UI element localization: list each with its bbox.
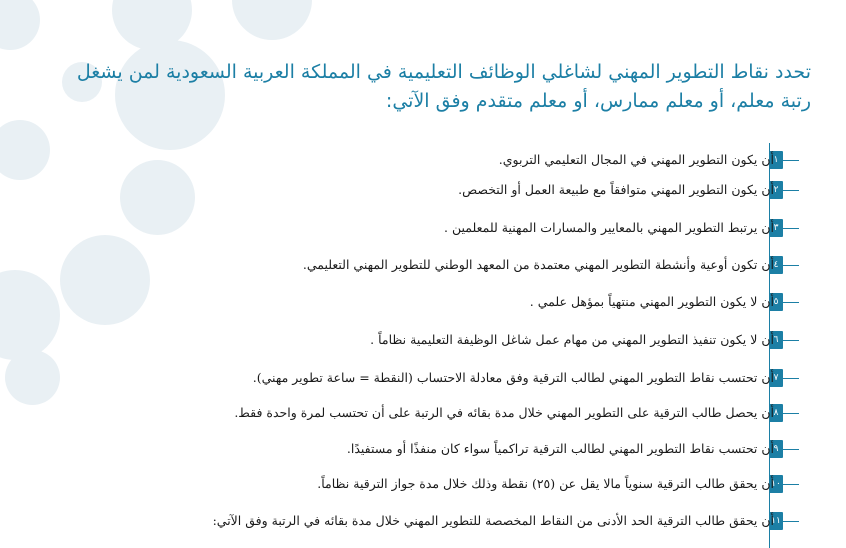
list-item [74, 219, 779, 237]
heading-line-2: رتبة معلم، أو معلم ممارس، أو معلم متقدم وفق الآتي: [385, 90, 811, 112]
item-text: أن يحصل طالب الترقية على التطوير المهني خلال مدة بقائه في الرتبة على أن تحتسب لمرة واحدة فقط. [234, 405, 774, 420]
connector-dash [783, 449, 799, 450]
item-number-badge: ١٠ [769, 475, 783, 493]
item-number-badge: ٢ [769, 181, 783, 199]
item-text: أن لا يكون التطوير المهني منتهياً بمؤهل علمي . [529, 294, 774, 309]
connector-dash [783, 484, 799, 485]
item-text: أن تحتسب نقاط التطوير المهني لطالب الترقية تراكمياً سواء كان منفذًا أو مستفيدًا. [346, 441, 774, 456]
item-text: أن يرتبط التطوير المهني بالمعايير والمسارات المهنية للمعلمين . [444, 220, 774, 235]
item-text: أن يكون التطوير المهني في المجال التعليمي التربوي. [498, 152, 774, 167]
item-text: أن يكون التطوير المهني متوافقاً مع طبيعة العمل أو التخصص. [458, 182, 774, 197]
item-text: أن تكون أوعية وأنشطة التطوير المهني معتمدة من المعهد الوطني للتطوير المهني التعليمي. [302, 257, 774, 272]
heading-line-1: تحدد نقاط التطوير المهني لشاغلي الوظائف التعليمية في المملكة العربية السعودية لمن يشغل [76, 61, 811, 83]
item-number-badge: ٣ [769, 219, 783, 237]
list-item [74, 369, 779, 387]
connector-dash [783, 521, 799, 522]
connector-dash [783, 302, 799, 303]
list-item [74, 181, 779, 199]
connector-dash [783, 190, 799, 191]
list-item [74, 331, 779, 349]
connector-dash [783, 265, 799, 266]
item-number-badge: ١١ [769, 512, 783, 530]
item-number-badge: ٥ [769, 293, 783, 311]
item-text: أن يحقق طالب الترقية سنوياً مالا يقل عن (٢٥) نقطة وذلك خلال مدة جواز الترقية نظاماً. [317, 476, 774, 491]
item-number-badge: ٤ [769, 256, 783, 274]
list-item [74, 475, 781, 493]
connector-dash [783, 160, 799, 161]
connector-dash [783, 378, 799, 379]
item-text: أن تحتسب نقاط التطوير المهني لطالب الترقية وفق معادلة الاحتساب (النقطة = ساعة تطوير مهني). [252, 370, 774, 385]
list-item [74, 256, 779, 274]
list-item [74, 404, 779, 422]
item-text: أن يحقق طالب الترقية الحد الأدنى من النقاط المخصصة للتطوير المهني خلال مدة بقائه في الرتبة وفق الآتي: [212, 513, 774, 528]
item-text: أن لا يكون تنفيذ التطوير المهني من مهام عمل شاغل الوظيفة التعليمية نظاماً . [370, 332, 774, 347]
item-number-badge: ٨ [769, 404, 783, 422]
item-number-badge: ١ [769, 151, 783, 169]
item-number-badge: ٧ [769, 369, 783, 387]
connector-dash [783, 340, 799, 341]
item-number-badge: ٩ [769, 440, 783, 458]
list-item [74, 512, 781, 530]
connector-dash [783, 413, 799, 414]
item-number-badge: ٦ [769, 331, 783, 349]
list-item [74, 440, 779, 458]
connector-dash [783, 228, 799, 229]
list-item [74, 151, 779, 169]
list-item [74, 293, 779, 311]
